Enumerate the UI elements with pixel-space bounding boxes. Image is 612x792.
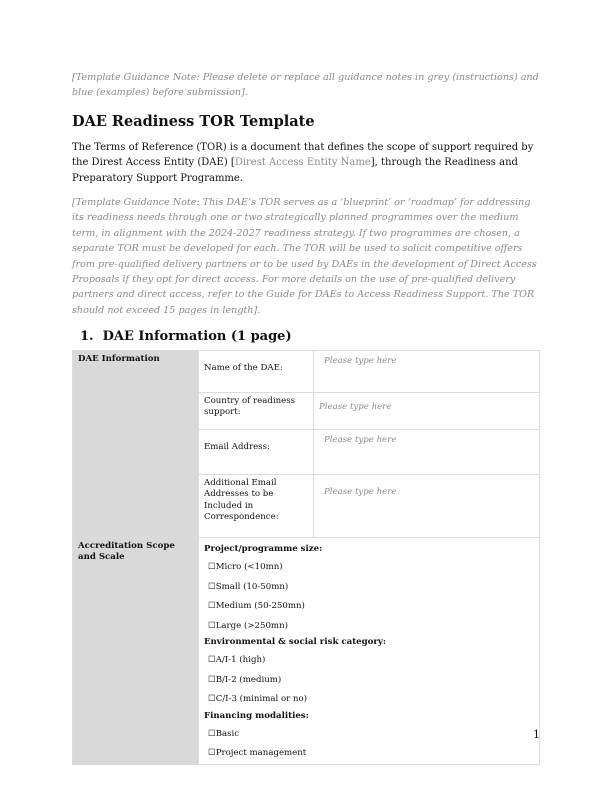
table-row: [73, 351, 540, 393]
table-row: [73, 538, 540, 764]
entity-name-placeholder[interactable]: Direst Access Entity Name: [234, 157, 371, 169]
accreditation-scope-label: Accreditation Scope and Scale: [73, 538, 199, 764]
checkbox-risk-high[interactable]: ☐A/I-1 (high): [208, 655, 266, 666]
accreditation-scope-options: [199, 538, 540, 764]
intro-paragraph: [72, 140, 540, 186]
intro-text-after: ], through the Readiness and Preparatory Support Programme.: [72, 157, 518, 184]
financing-modalities-heading: Financing modalities:: [204, 710, 309, 721]
dae-information-table: [72, 350, 540, 764]
intro-text-before: The Terms of Reference (TOR) is a document that defines the scope of support required by the Direst Access Entity (DAE) [: [72, 141, 534, 169]
document-title: DAE Readiness TOR Template: [72, 112, 315, 130]
additional-emails-input[interactable]: Please type here: [314, 475, 540, 538]
project-size-heading: Project/programme size:: [204, 544, 323, 555]
field-label-email: Email Address:: [199, 430, 314, 475]
email-input[interactable]: Please type here: [314, 430, 540, 475]
checkbox-medium[interactable]: ☐Medium (50-250mn): [208, 601, 305, 612]
checkbox-small[interactable]: ☐Small (10-50mn): [208, 581, 289, 592]
checkbox-project-management[interactable]: ☐Project management: [208, 748, 307, 759]
guidance-note-tor: [Template Guidance Note: This DAE’s TOR serves as a ‘blueprint’ or ‘roadmap’ for addressing its readiness needs through one or two strategically planned programmes over the medium term, in alignment with the 2024-2027 readiness strategy. If two programmes are chosen, a separate TOR must be developed for each. The TOR will be used to solicit competitive offers from pre-qualified delivery partners or to be used by DAEs in the development of Direct Access Proposals if they opt for direct access. For more details on the use of pre-qualified delivery partners and direct access, refer to the Guide for DAEs to Access Readiness Support. The TOR should not exceed 15 pages in length].: [72, 197, 537, 316]
dae-name-input[interactable]: Please type here: [314, 351, 540, 393]
checkbox-large[interactable]: ☐Large (>250mn): [208, 620, 288, 631]
checkbox-risk-medium[interactable]: ☐B/I-2 (medium): [208, 674, 282, 685]
guidance-note-top: [Template Guidance Note: Please delete or replace all guidance notes in grey (instructions) and blue (examples) before submission].: [72, 72, 539, 99]
country-input[interactable]: Please type here: [314, 393, 540, 430]
checkbox-risk-minimal[interactable]: ☐C/I-3 (minimal or no): [208, 694, 308, 705]
field-label-additional-emails: Additional Email Addresses to be Included in Correspondence:: [199, 475, 314, 538]
section-number: 1.: [80, 329, 94, 345]
section-title: DAE Information (1 page): [102, 329, 292, 345]
dae-information-label: DAE Information: [73, 351, 199, 538]
checkbox-basic[interactable]: ☐Basic: [208, 728, 240, 739]
field-label-country: Country of readiness support:: [199, 393, 314, 430]
risk-category-heading: Environmental & social risk category:: [204, 637, 387, 648]
field-label-dae-name: Name of the DAE:: [199, 351, 314, 393]
checkbox-micro[interactable]: ☐Micro (<10mn): [208, 562, 283, 573]
section-heading-dae-information: [72, 328, 540, 345]
document-page: [72, 70, 540, 765]
page-number: 1: [533, 728, 540, 741]
